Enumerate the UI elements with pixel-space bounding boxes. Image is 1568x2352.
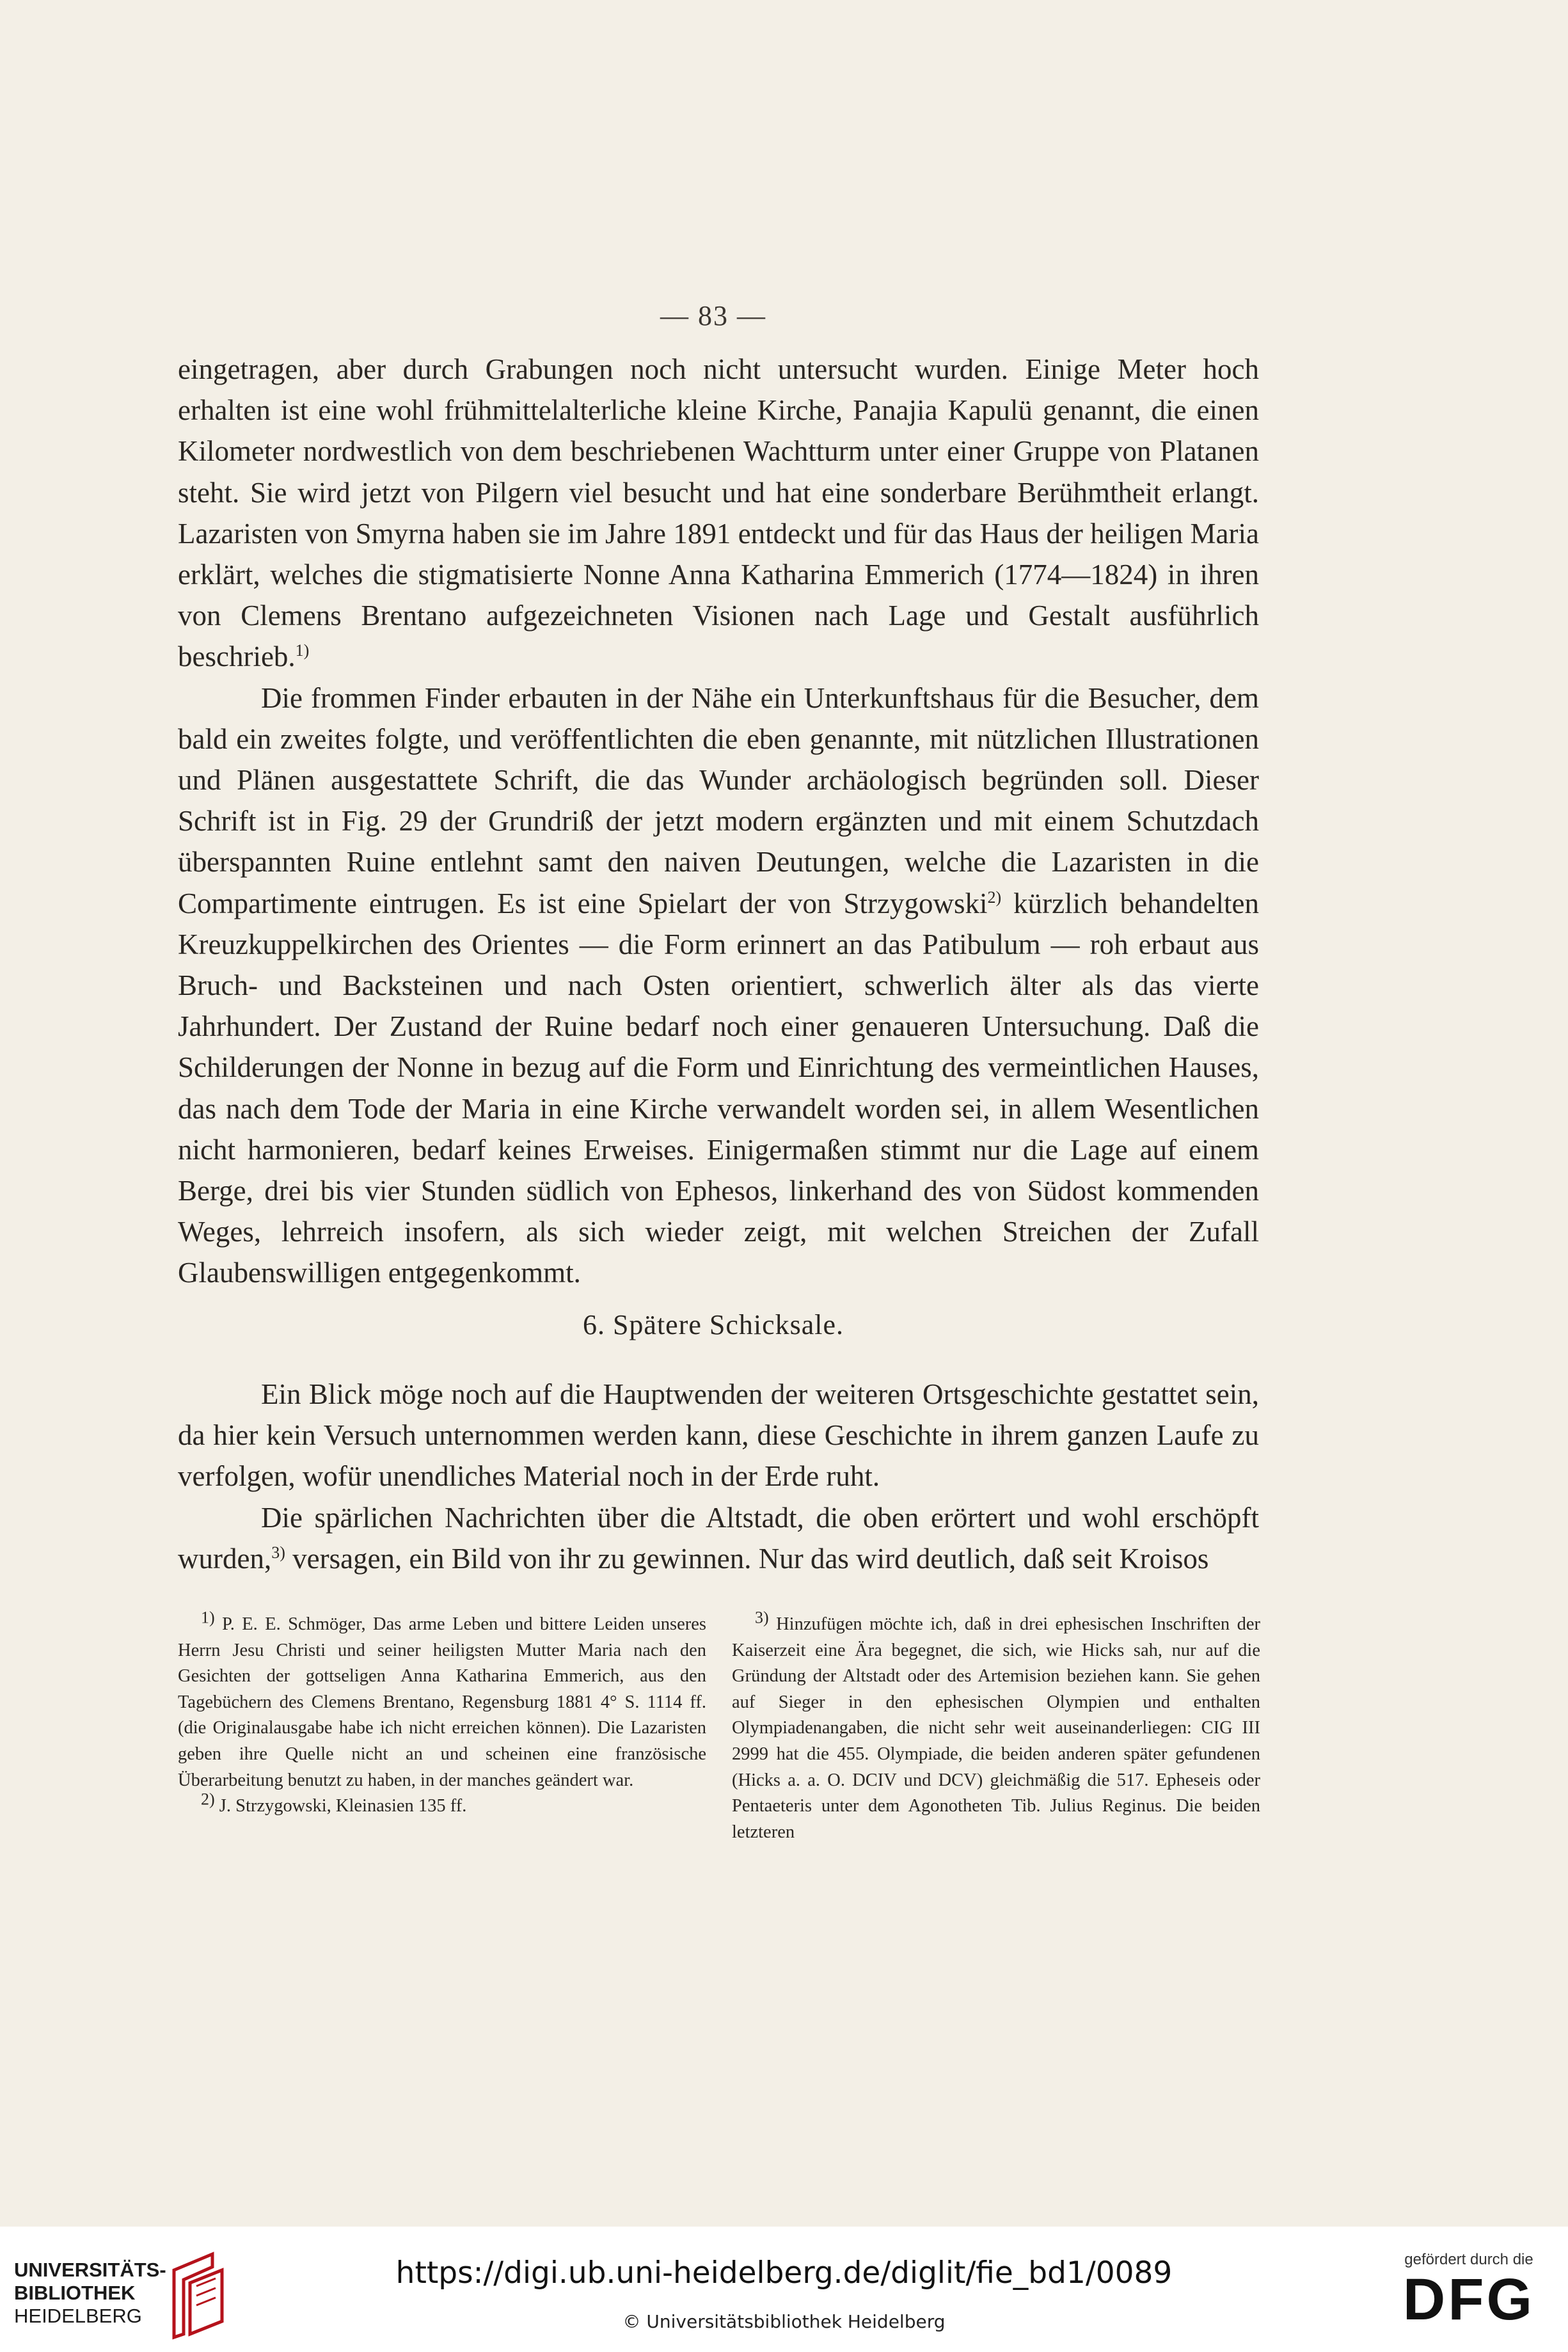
footnote-ref-2[interactable]: 2) (987, 887, 1002, 907)
paragraph-4 (178, 1497, 1259, 1579)
footnote-1-text: P. E. E. Schmöger, Das arme Leben und bittere Leiden unseres Herrn Jesu Christi und seiner heiligsten Mutter Maria nach den Gesichten der gottseligen Anna Katharina Emmerich, aus den Tagebüchern des Clemens Brentano, Regensburg 1881 4° S. 1114 ff. (die Originalausgabe habe ich nicht erreichen können). Die Lazaristen geben ihre Quelle nicht an und scheinen eine französische Überarbeitung benutzt zu haben, in der manches geändert war. (178, 1614, 706, 1790)
footnote-3-mark: 3) (755, 1608, 769, 1627)
permalink-url[interactable]: https://digi.ub.uni-heidelberg.de/diglit/fie_bd1/0089 (395, 2255, 1173, 2291)
section-heading: 6. Spätere Schicksale. (582, 1309, 844, 1340)
copyright-notice: © Universitätsbibliothek Heidelberg (622, 2311, 946, 2332)
paragraph-4-text-b: versagen, ein Bild von ihr zu gewinnen. Nur das wird deutlich, daß seit Kroisos (292, 1542, 1209, 1575)
paragraph-1 (178, 349, 1259, 678)
footnote-2-mark: 2) (201, 1790, 215, 1809)
dfg-logo-text: DFG (1402, 2267, 1535, 2332)
footnote-3 (732, 1608, 1260, 1845)
footnote-ref-1[interactable]: 1) (295, 641, 310, 660)
paragraph-2 (178, 678, 1259, 1294)
footnotes-right-column (732, 1608, 1260, 1845)
footnote-2-text: J. Strzygowski, Kleinasien 135 ff. (219, 1796, 467, 1816)
paragraph-4-text-a: Die spärlichen Nachrichten über die Altstadt, die oben erörtert und wohl erschöpft wurden, (178, 1501, 1259, 1575)
footnotes (178, 1608, 1260, 1845)
section-text-block (178, 1374, 1259, 1579)
footnotes-left-column (178, 1608, 706, 1845)
logo-line-2: BIBLIOTHEK (14, 2282, 136, 2304)
paragraph-3: Ein Blick möge noch auf die Hauptwenden der weiteren Ortsgeschichte gestattet sein, da hier kein Versuch unternommen werden kann, diese Geschichte in ihrem ganzen Laufe zu verfolgen, wofür unendliches Material noch in der Erde ruht. (178, 1378, 1259, 1493)
main-text-block (178, 349, 1259, 1294)
paragraph-2-text-b: kürzlich behandelten Kreuzkuppelkirchen des Orientes — die Form erinnert an das Patibulum — roh erbaut aus Bruch- und Backsteinen und nach Osten orientiert, schwerlich älter als das vierte Jahrhundert. Der Zustand der Ruine bedarf noch einer genaueren Untersuchung. Daß die Schilderungen der Nonne in bezug auf die Form und Einrichtung des vermeintlichen Hauses, das nach dem Tode der Maria in eine Kirche verwandelt worden sei, in allem Wesentlichen nicht harmonieren, bedarf keines Erweises. Einigermaßen stimmt nur die Lage auf einem Berge, drei bis vier Stunden südlich von Ephesos, linkerhand des von Südost kommenden Weges, lehrreich insofern, als sich wieder zeigt, mit welchen Streichen der Zufall Glaubenswilligen entgegenkommt. (178, 887, 1259, 1289)
footnote-1-mark: 1) (201, 1608, 215, 1627)
funding-label: gefördert durch die (1404, 2251, 1533, 2268)
footnote-1 (178, 1608, 706, 1793)
footnote-2 (178, 1790, 706, 1820)
paragraph-1-text: eingetragen, aber durch Grabungen noch nicht untersucht wurden. Einige Meter hoch erhalten ist eine wohl frühmittelalterliche kleine Kirche, Panajia Kapulü genannt, die einen Kilometer nordwestlich von dem beschriebenen Wachtturm unter einer Gruppe von Platanen steht. Sie wird jetzt von Pilgern viel besucht und hat eine sonderbare Berühmtheit erlangt. Lazaristen von Smyrna haben sie im Jahre 1891 entdeckt und für das Haus der heiligen Maria erklärt, welches die stigmatisierte Nonne Anna Katharina Emmerich (1774—1824) in ihren von Clemens Brentano aufgezeichneten Visionen nach Lage und Gestalt ausführlich beschrieb. (178, 353, 1259, 673)
footnote-ref-3[interactable]: 3) (271, 1543, 285, 1562)
footnote-3-text: Hinzufügen möchte ich, daß in drei ephesischen Inschriften der Kaiserzeit eine Ära begegnet, die sich, wie Hicks sah, nur auf die Gründung der Altstadt oder des Artemision beziehen kann. Sie gehen auf Sieger in den ephesischen Olympien und enthalten Olympiadenangaben, die nicht sehr weit auseinanderliegen: CIG III 2999 hat die 455. Olympiade, die beiden anderen später gefundenen (Hicks a. a. O. DCIV und DCV) gleichmäßig die 517. Epheseis oder Pentaeteris unter dem Agonotheten Tib. Julius Reginus. Die beiden letzteren (732, 1614, 1260, 1842)
logo-line-1: UNIVERSITÄTS- (14, 2259, 166, 2281)
paragraph-2-text-a: Die frommen Finder erbauten in der Nähe ein Unterkunftshaus für die Besucher, dem bald ein zweites folgte, und veröffentlichten die eben genannte, mit nützlichen Illustrationen und Plänen ausgestattete Schrift, die das Wunder archäologisch begründen soll. Dieser Schrift ist in Fig. 29 der Grundriß der jetzt modern ergänzten und mit einem Schutzdach überspannten Ruine entlehnt samt den naiven Deutungen, welche die Lazaristen in die Compartimente eintrugen. Es ist eine Spielart der von Strzygowski (178, 681, 1259, 919)
logo-line-3: HEIDELBERG (14, 2305, 142, 2327)
page-number: — 83 — (660, 300, 766, 331)
dfg-funding-logo[interactable] (1395, 2251, 1542, 2330)
